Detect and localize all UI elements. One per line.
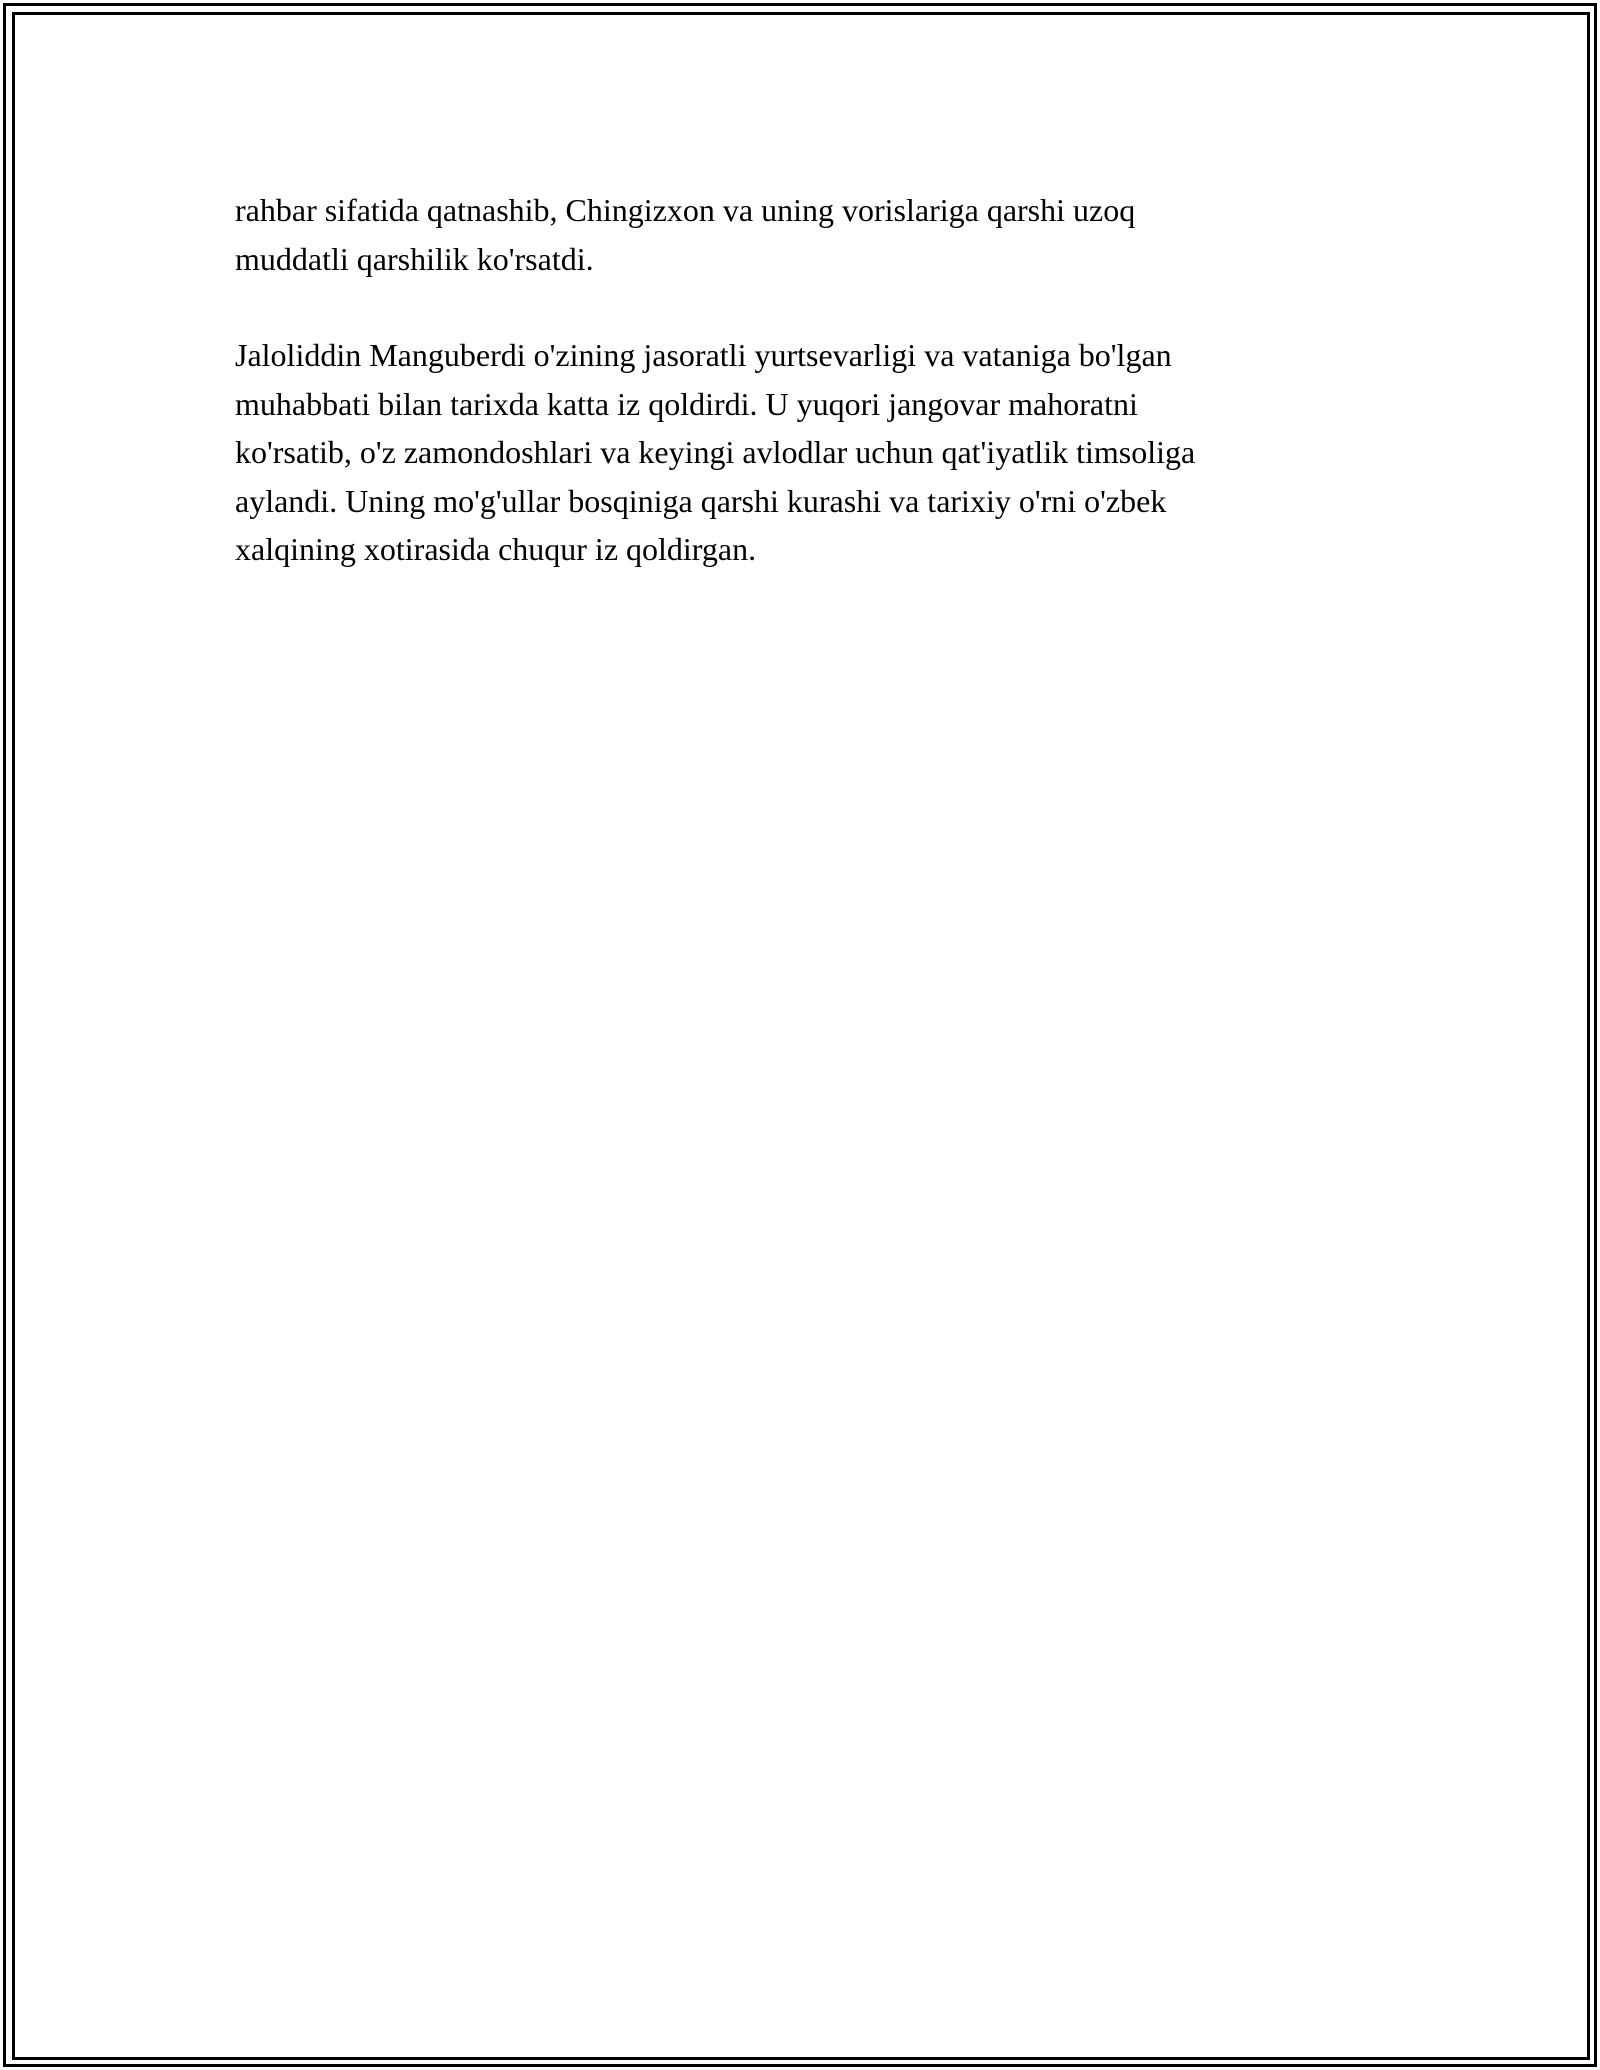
- document-body: [235, 186, 1365, 574]
- paragraph: Jaloliddin Manguberdi o'zining jasoratli yurtsevarligi va vataniga bo'lgan muhabbati bilan tarixda katta iz qoldirdi. U yuqori jangovar mahoratni ko'rsatib, o'z zamondoshlari va keyingi avlodlar uchun qat'iyatlik timsoliga aylandi. Uning mo'g'ullar bosqiniga qarshi kurashi va tarixiy o'rni o'zbek xalqining xotirasida chuqur iz qoldirgan.: [235, 337, 1196, 567]
- paragraph: rahbar sifatida qatnashib, Chingizxon va uning vorislariga qarshi uzoq muddatli qarshilik ko'rsatdi.: [235, 192, 1136, 277]
